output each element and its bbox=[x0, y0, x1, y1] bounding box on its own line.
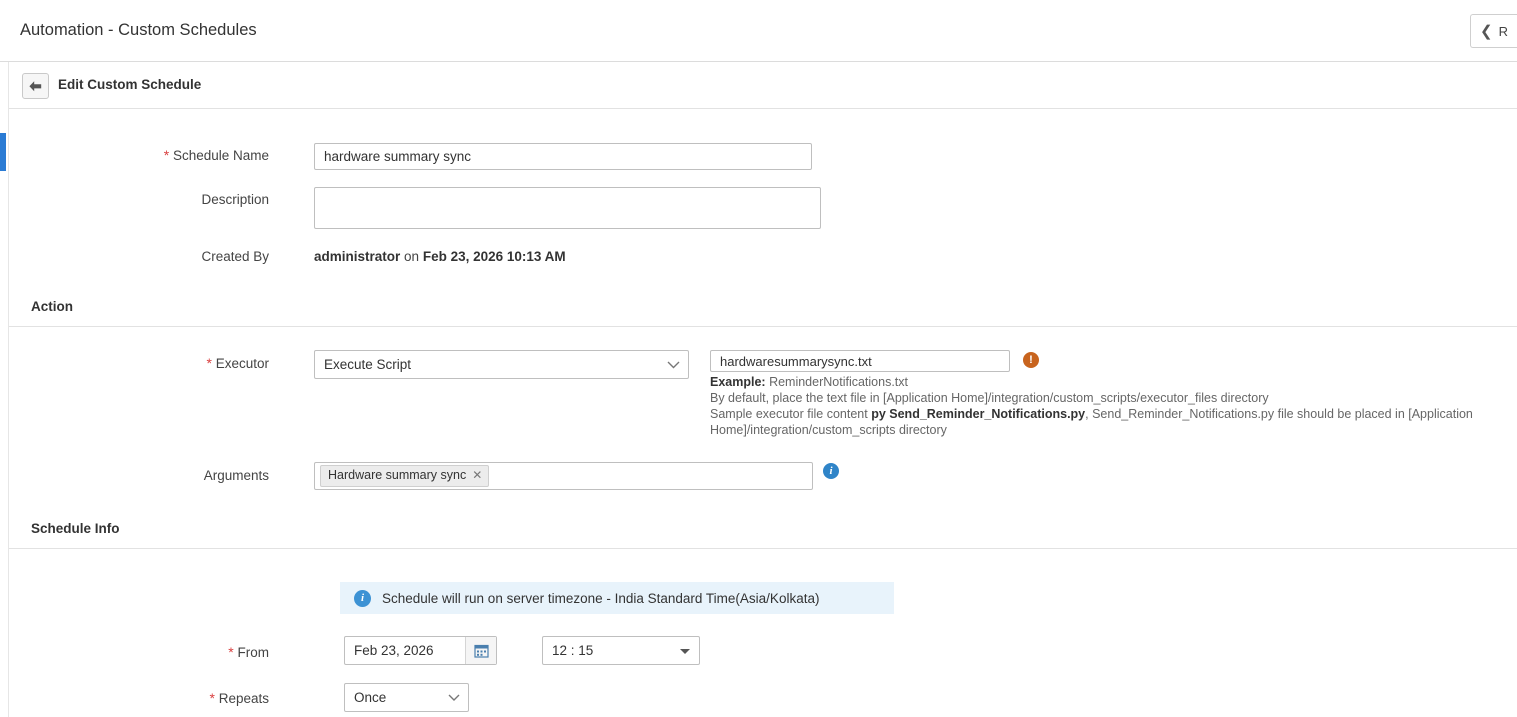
from-time-value: 12 : 15 bbox=[552, 643, 594, 658]
helper-example-prefix: Example: bbox=[710, 375, 766, 389]
close-icon[interactable]: ✕ bbox=[472, 468, 483, 483]
helper-line3-a: Sample executor file content bbox=[710, 407, 872, 421]
arguments-tag-input[interactable] bbox=[314, 462, 813, 490]
required-asterisk: * bbox=[228, 644, 234, 660]
warning-icon: ! bbox=[1023, 352, 1039, 368]
description-label bbox=[89, 192, 269, 207]
info-icon: i bbox=[354, 590, 371, 607]
active-section-indicator bbox=[0, 133, 6, 171]
arguments-label-text: Arguments bbox=[203, 468, 269, 483]
schedule-info-section-divider bbox=[9, 548, 1517, 549]
required-asterisk: * bbox=[163, 147, 170, 163]
from-date-value: Feb 23, 2026 bbox=[354, 643, 434, 658]
subheader-title: Edit Custom Schedule bbox=[58, 77, 202, 92]
argument-tag-label: Hardware summary sync bbox=[328, 468, 467, 482]
description-label-text: Description bbox=[201, 192, 269, 207]
helper-example-value: ReminderNotifications.txt bbox=[765, 375, 909, 389]
executor-helper-line-1 bbox=[710, 375, 908, 391]
collapse-panel-label: R bbox=[1498, 23, 1508, 39]
executor-label-text: Executor bbox=[215, 356, 269, 371]
created-by-label bbox=[89, 249, 269, 264]
arguments-label bbox=[89, 468, 269, 483]
executor-helper-line-4: Home]/integration/custom_scripts directory bbox=[710, 423, 947, 437]
description-textarea[interactable] bbox=[314, 187, 821, 229]
created-by-connector: on bbox=[404, 249, 420, 264]
repeats-label bbox=[89, 690, 269, 706]
executor-label bbox=[89, 355, 269, 371]
from-time-select[interactable] bbox=[542, 636, 700, 665]
required-asterisk: * bbox=[209, 690, 215, 706]
helper-line3-c: , Send_Reminder_Notifications.py file should be placed in [Application bbox=[1085, 407, 1473, 421]
timezone-info-text: Schedule will run on server timezone - India Standard Time(Asia/Kolkata) bbox=[382, 590, 820, 606]
action-section-divider bbox=[9, 326, 1517, 327]
argument-tag[interactable] bbox=[320, 465, 489, 487]
subheader-bar bbox=[9, 63, 1517, 109]
calendar-icon[interactable] bbox=[465, 637, 496, 664]
executor-selected-value: Execute Script bbox=[324, 357, 412, 372]
back-button[interactable] bbox=[22, 73, 49, 99]
helper-line3-b: py Send_Reminder_Notifications.py bbox=[871, 407, 1086, 421]
created-by-value bbox=[314, 249, 566, 264]
repeats-label-text: Repeats bbox=[218, 691, 269, 706]
from-label-text: From bbox=[237, 645, 269, 660]
chevron-down-icon bbox=[667, 361, 680, 369]
created-by-user: administrator bbox=[314, 249, 401, 264]
executor-select[interactable] bbox=[314, 350, 689, 379]
action-section-title: Action bbox=[31, 299, 73, 314]
created-by-label-text: Created By bbox=[201, 249, 269, 264]
schedule-info-section-title: Schedule Info bbox=[31, 521, 120, 536]
timezone-info-banner bbox=[340, 582, 894, 614]
required-asterisk: * bbox=[206, 355, 212, 371]
chevron-down-icon bbox=[448, 694, 460, 702]
schedule-name-label bbox=[89, 147, 269, 163]
from-date-field[interactable] bbox=[344, 636, 497, 665]
executor-file-input[interactable] bbox=[710, 350, 1010, 372]
executor-helper-line-2: By default, place the text file in [Application Home]/integration/custom_scripts/executor_files directory bbox=[710, 391, 1269, 405]
form-body bbox=[9, 110, 1517, 717]
repeats-selected-value: Once bbox=[354, 690, 387, 705]
chevron-down-icon bbox=[680, 649, 690, 654]
repeats-select[interactable] bbox=[344, 683, 469, 712]
executor-helper-line-3 bbox=[710, 407, 1473, 423]
arguments-info-icon[interactable]: i bbox=[823, 463, 839, 479]
schedule-name-input[interactable] bbox=[314, 143, 812, 170]
page-title: Automation - Custom Schedules bbox=[20, 21, 257, 39]
window-titlebar bbox=[0, 0, 1517, 62]
created-by-timestamp: Feb 23, 2026 10:13 AM bbox=[422, 249, 566, 264]
collapse-panel-button[interactable] bbox=[1470, 14, 1517, 48]
schedule-name-label-text: Schedule Name bbox=[172, 148, 269, 163]
chevron-left-icon: ❮ bbox=[1480, 22, 1493, 40]
from-label bbox=[89, 644, 269, 660]
left-edge-strip bbox=[0, 0, 9, 717]
arrow-left-icon bbox=[28, 80, 43, 93]
